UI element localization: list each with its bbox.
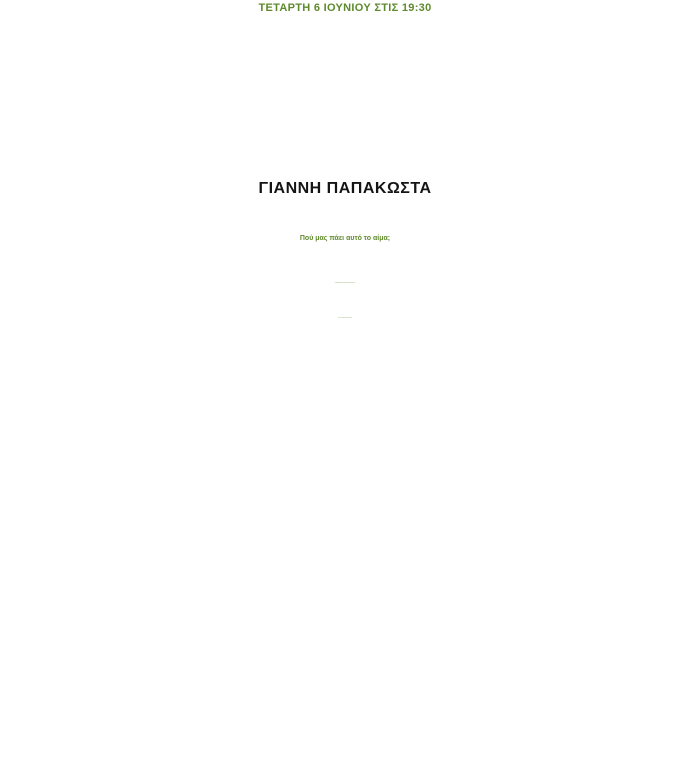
- venue-line-2: [0, 738, 690, 760]
- speaker-item: [0, 411, 690, 433]
- speaker-role-continued: [0, 514, 690, 536]
- book-title: Πού μας πάει αυτό το αίμα;: [299, 235, 391, 242]
- book-subtitle-line-2: στη νέα ελληνική λογοτεχνία: [338, 318, 352, 319]
- intro-line-3: [0, 138, 690, 162]
- intro-line-2: [0, 104, 690, 128]
- speakers-heading: [0, 377, 690, 399]
- book-author: ΓΙΑΝΝΗ ΠΑΠΑΚΩΣΤΑ: [258, 180, 432, 197]
- book-subtitle-line-1: Αναπαραστάσεις αυτοδικίας και βιαιοτήτων: [334, 283, 356, 284]
- speaker-item: [0, 484, 690, 506]
- speaker-item: [0, 551, 690, 573]
- moderator-line: [0, 629, 690, 651]
- speaker-item: [0, 448, 690, 470]
- moderator-role-continued: [0, 661, 690, 683]
- intro-line-1: [0, 70, 690, 94]
- speaker-role-continued: [0, 585, 690, 607]
- venue-line-1: [0, 708, 690, 730]
- event-date-heading: ΤΕΤΑΡΤΗ 6 ΙΟΥΝΙΟΥ ΣΤΙΣ 19:30: [258, 2, 432, 14]
